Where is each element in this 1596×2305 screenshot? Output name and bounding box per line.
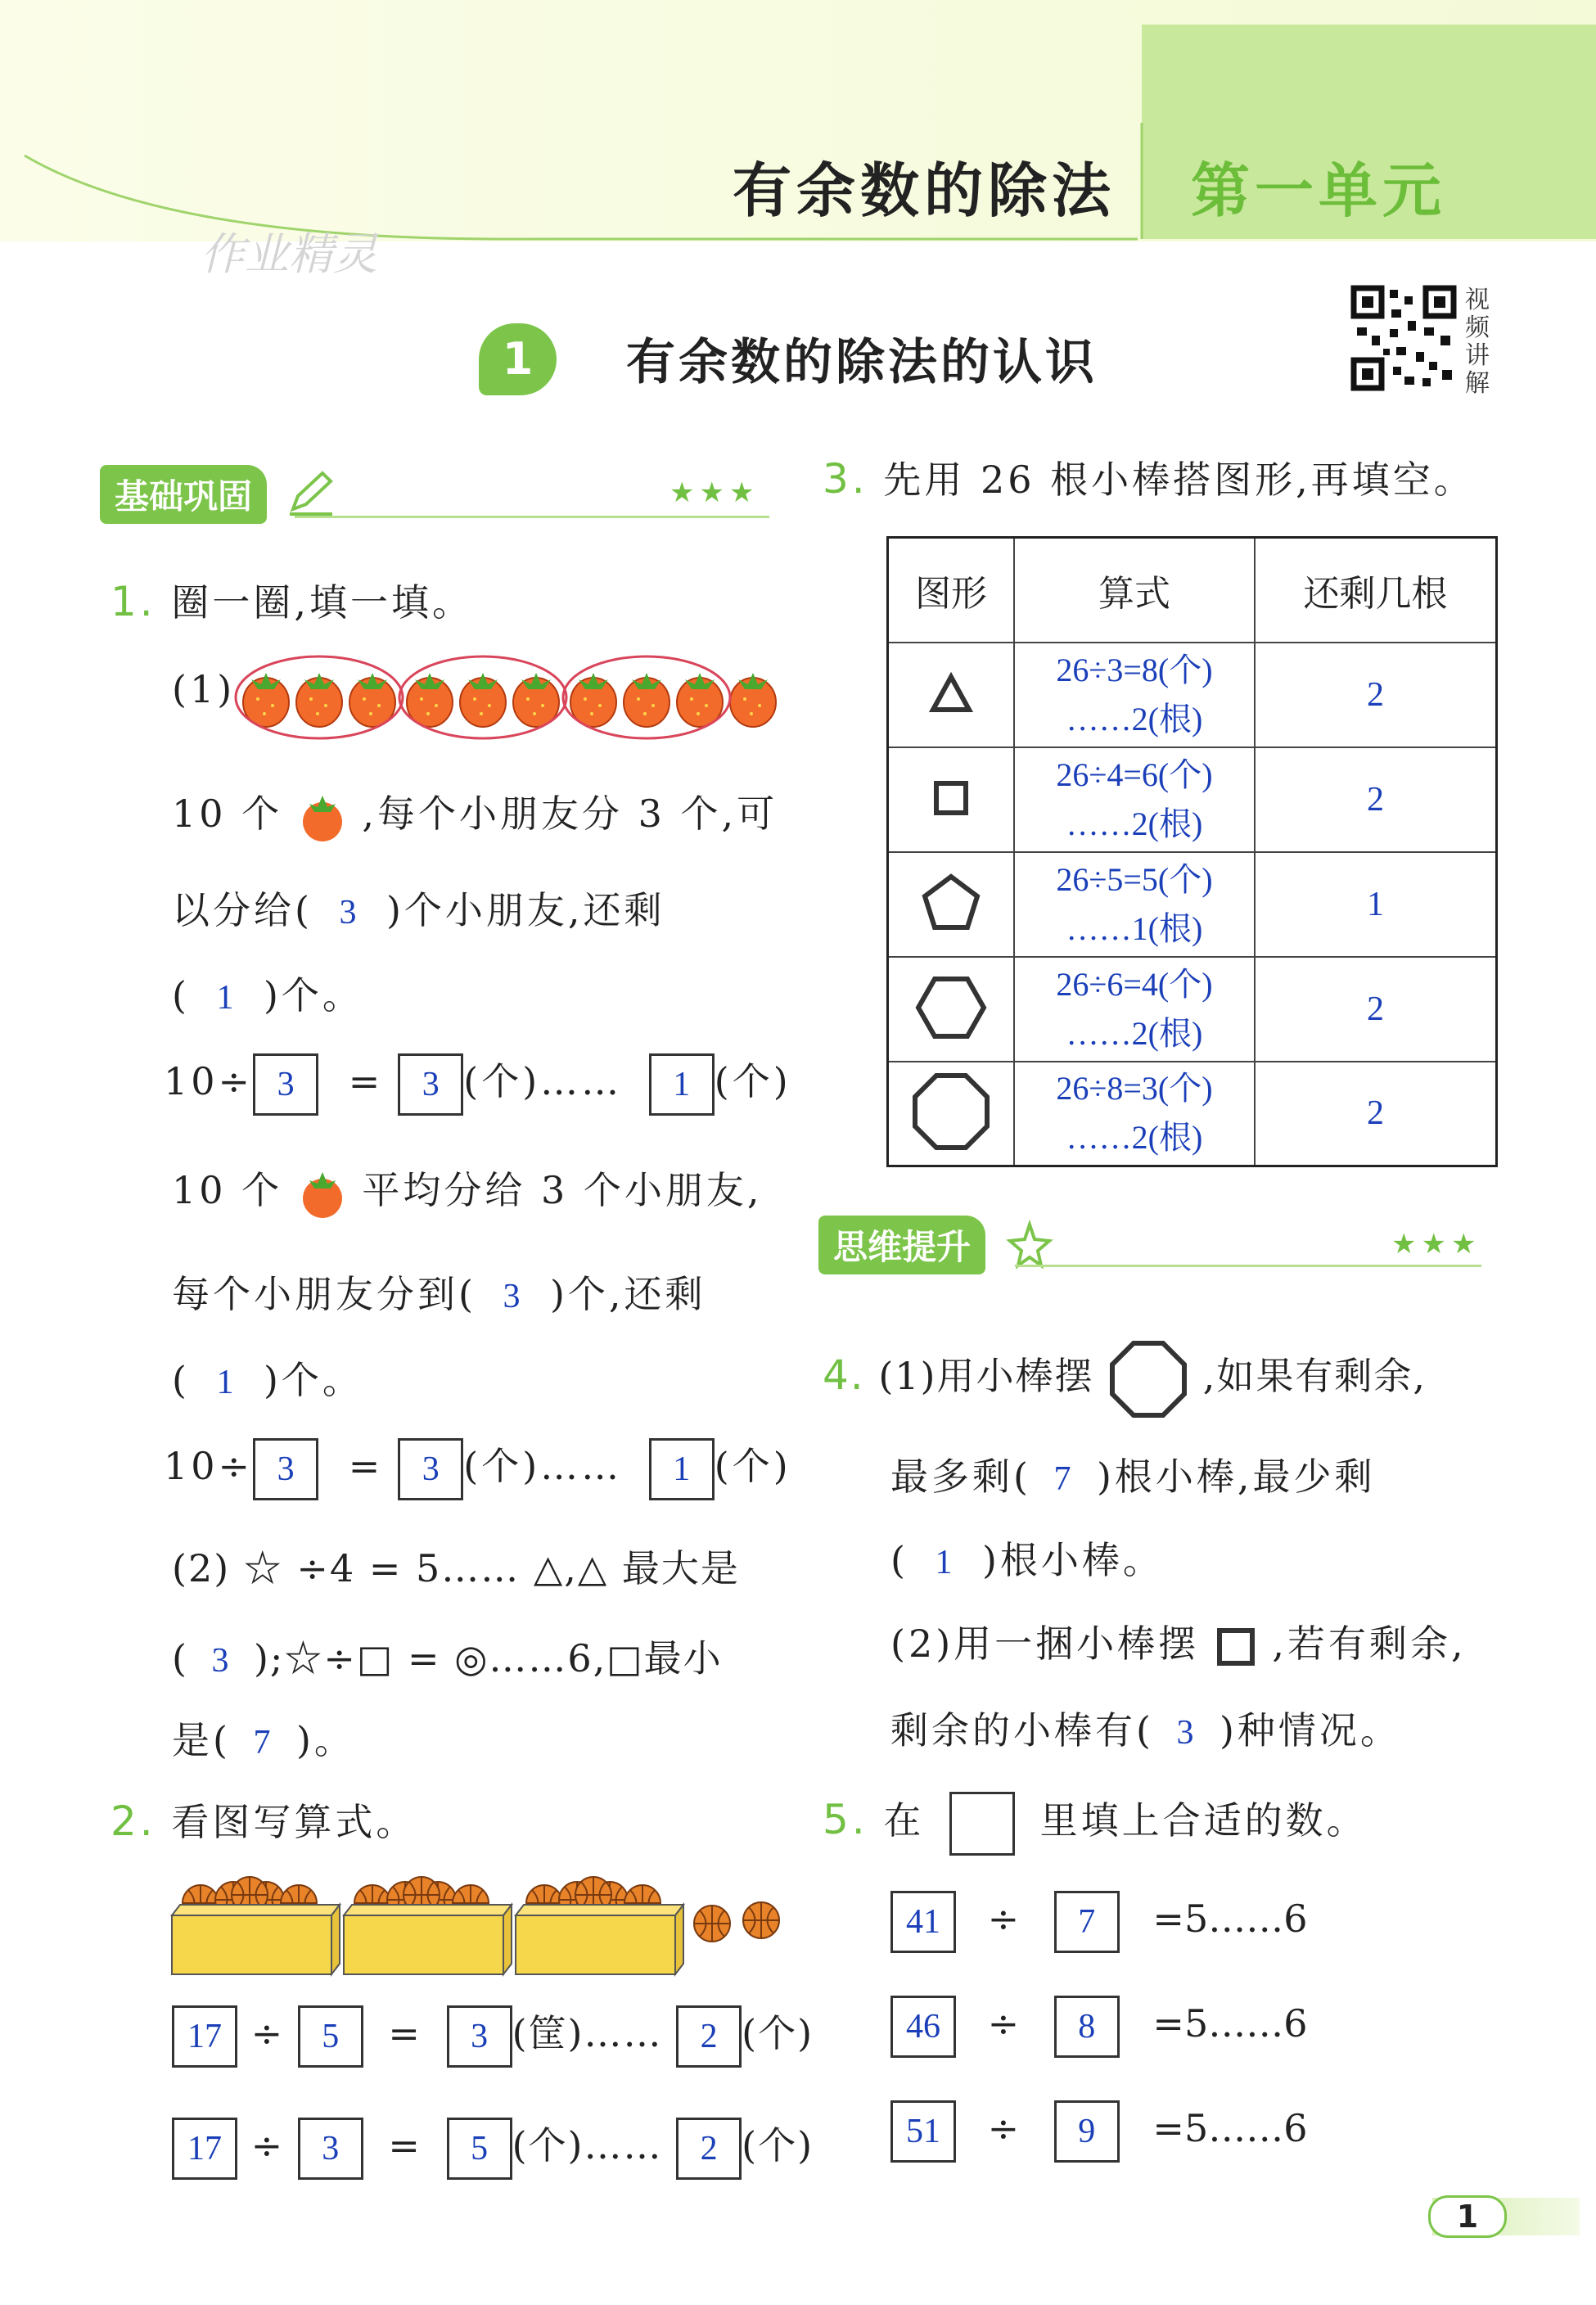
q5-title: [823, 1791, 1368, 1856]
q1-text: )。: [295, 1718, 355, 1762]
q2-title: [110, 1793, 417, 1847]
q1-part2-line-b: [172, 1629, 723, 1683]
page-number: 1: [1428, 2195, 1507, 2238]
basketball-baskets-illustration: [168, 1874, 790, 1981]
equation-text: (个): [742, 2011, 814, 2055]
answer-value: 3: [503, 1278, 524, 1315]
q1-line-f: [172, 1351, 363, 1405]
answer-box: 3: [398, 1053, 463, 1116]
q4-text: )根小棒,最少剩: [1096, 1455, 1376, 1499]
strawberry-row: [233, 647, 790, 745]
q1-line-d: [172, 1161, 763, 1220]
section-line: [1015, 1265, 1481, 1267]
q2-title-text: 看图写算式。: [171, 1800, 417, 1844]
equation-text: =: [388, 2123, 422, 2167]
answer-value: 3: [339, 894, 360, 931]
q2-number: 2.: [110, 1798, 156, 1845]
difficulty-stars: ★★★: [670, 476, 760, 509]
answer-box: 17: [172, 2005, 237, 2068]
remainder: ……2(根): [1066, 1119, 1203, 1157]
strawberry-icon: [298, 1167, 347, 1220]
q5-row: [890, 1891, 1308, 1953]
qr-label-char: 讲: [1465, 341, 1490, 370]
q5-text: 里填上合适的数。: [1039, 1798, 1368, 1843]
q4-text: (1)用小棒摆: [878, 1354, 1094, 1398]
answer-box: 5: [447, 2118, 512, 2180]
rest-value: 2: [1255, 747, 1497, 852]
q1-line-c: [172, 966, 363, 1020]
q4-line-a: [823, 1338, 1427, 1420]
watermark: 作业精灵: [201, 228, 377, 280]
q1-text: )个。: [263, 973, 363, 1017]
q5-row: [890, 1996, 1308, 2058]
sparkle-star-icon: [1005, 1220, 1054, 1269]
remainder: ……2(根): [1066, 700, 1203, 738]
q1-equation-1: [164, 1052, 791, 1116]
answer-box: 3: [253, 1438, 318, 1500]
table-header: 算式: [1014, 538, 1255, 643]
q4-text: 剩余的小棒有(: [890, 1708, 1154, 1752]
remainder: ……2(根): [1066, 805, 1203, 842]
equation: 26÷8=3(个): [1056, 1070, 1213, 1107]
answer-box: 3: [447, 2005, 512, 2068]
pencil-icon: [286, 468, 336, 517]
q5-text: 在: [883, 1798, 925, 1843]
section-tag-thinking: 思维提升: [818, 1216, 985, 1274]
octagon-shape-icon: [1107, 1338, 1189, 1420]
q1-text: 每个小朋友分到(: [172, 1272, 476, 1316]
q1-line-a: [172, 784, 778, 843]
equation-text: (个)……: [463, 1444, 623, 1488]
qr-code-icon[interactable]: [1350, 285, 1457, 391]
strawberry-icon: [298, 791, 347, 843]
q4-text: 最多剩(: [890, 1455, 1031, 1499]
answer-box: 3: [398, 1438, 463, 1500]
operator: ÷: [987, 1897, 1023, 1941]
q1-text: (: [172, 1358, 190, 1402]
rest-value: 1: [1255, 852, 1497, 957]
equation-text: =: [348, 1444, 384, 1488]
q3-title: [823, 450, 1475, 504]
rest-value: 2: [1255, 643, 1497, 747]
answer-box: 17: [172, 2118, 237, 2180]
equation: 26÷3=8(个): [1056, 651, 1213, 688]
equation: 26÷6=4(个): [1056, 965, 1213, 1003]
table-row: [888, 747, 1497, 852]
q4-text: (: [890, 1538, 908, 1582]
q1-text: 10 个: [172, 1168, 283, 1212]
q4-text: ,如果有剩余,: [1202, 1354, 1427, 1398]
table-row: [888, 957, 1497, 1062]
operator: ÷: [987, 2106, 1023, 2150]
remainder: ……1(根): [1066, 909, 1203, 947]
table-header: 图形: [888, 538, 1015, 643]
answer-box: 8: [1054, 1996, 1120, 2058]
answer-box: 51: [890, 2100, 956, 2163]
q1-text: 平均分给 3 个小朋友,: [362, 1168, 763, 1212]
hexagon-shape-icon: [888, 957, 1015, 1062]
qr-label-char: 频: [1465, 313, 1490, 342]
q3-table: [886, 536, 1498, 1167]
q4-text: (2)用一捆小棒摆: [890, 1622, 1200, 1666]
q1-text: 是(: [172, 1718, 231, 1762]
result: =5……6: [1152, 1897, 1308, 1941]
equation-text: ÷: [250, 2011, 285, 2055]
qr-label-char: 解: [1465, 369, 1490, 398]
equation-text: ÷: [250, 2123, 285, 2167]
q1-equation-2: [164, 1437, 791, 1500]
header-title: 有余数的除法: [733, 156, 1116, 225]
equation-text: (筐)……: [512, 2011, 663, 2055]
table-row: [888, 1062, 1497, 1166]
square-shape-icon: [888, 747, 1015, 852]
q1-text: )个,还剩: [549, 1272, 706, 1316]
blank-box-icon: [949, 1792, 1015, 1856]
equation: 26÷4=6(个): [1056, 756, 1213, 793]
equation-text: 10÷: [164, 1059, 254, 1103]
answer-value: 1: [216, 979, 237, 1017]
q3-title-text: 先用 26 根小棒搭图形,再填空。: [883, 458, 1475, 502]
q4-text: ,若有剩余,: [1272, 1622, 1467, 1666]
qr-label-char: 视: [1465, 286, 1490, 314]
answer-box: 2: [676, 2005, 742, 2068]
triangle-shape-icon: [888, 643, 1015, 747]
q4-line-e: [890, 1701, 1401, 1755]
lesson-title: 有余数的除法的认识: [626, 334, 1098, 391]
result: =5……6: [1152, 2106, 1308, 2150]
equation: 26÷5=5(个): [1056, 860, 1213, 898]
section-tag-basic: 基础巩固: [100, 465, 267, 524]
q1-text: ,每个小朋友分 3 个,可: [362, 792, 778, 836]
q4-line-b: [890, 1447, 1376, 1501]
q3-number: 3.: [823, 455, 868, 503]
answer-box: 7: [1054, 1891, 1120, 1953]
q1-title-text: 圈一圈,填一填。: [171, 580, 473, 625]
equation-text: =: [348, 1059, 384, 1103]
answer-box: 2: [676, 2118, 742, 2180]
equation-text: (个): [742, 2123, 814, 2167]
table-row: [888, 852, 1497, 957]
answer-box: 3: [298, 2118, 363, 2180]
q4-line-d: [890, 1614, 1467, 1668]
octagon-shape-icon: [888, 1062, 1015, 1166]
q1-part2-line-c: [172, 1711, 355, 1765]
answer-box: 3: [253, 1053, 318, 1116]
section-line: [295, 516, 769, 518]
q2-equation-1: [172, 2004, 814, 2068]
q1-part1-label: (1): [172, 667, 236, 711]
q4-text: )根小棒。: [981, 1538, 1164, 1582]
q1-part2-line-a: (2) ☆ ÷4 = 5…… △,△ 最大是: [172, 1546, 740, 1590]
q1-line-e: [172, 1265, 706, 1319]
q1-text: 10 个: [172, 792, 283, 836]
equation-text: (个): [714, 1059, 791, 1103]
q1-text: 以分给(: [172, 888, 313, 932]
answer-value: 3: [1176, 1714, 1197, 1752]
q1-title: [110, 573, 473, 627]
answer-value: 1: [216, 1364, 237, 1401]
answer-value: 7: [253, 1724, 274, 1761]
q1-line-b: [172, 881, 665, 935]
q4-line-c: [890, 1531, 1164, 1585]
answer-value: 1: [935, 1544, 956, 1581]
q1-text: (: [172, 973, 190, 1017]
answer-box: 1: [649, 1438, 715, 1500]
pentagon-shape-icon: [888, 852, 1015, 957]
qr-label: [1465, 286, 1495, 398]
answer-box: 41: [890, 1891, 956, 1953]
q4-number: 4.: [823, 1351, 865, 1399]
square-shape-icon: [1215, 1626, 1257, 1668]
q1-text: )个小朋友,还剩: [385, 888, 665, 932]
equation-text: (个)……: [463, 1059, 623, 1103]
q1-number: 1.: [110, 578, 156, 625]
lesson-number: 1: [502, 333, 534, 385]
q4-text: )种情况。: [1219, 1708, 1401, 1752]
remainder: ……2(根): [1066, 1014, 1203, 1052]
q1-text: );☆÷□ = ◎……6,□最小: [253, 1636, 723, 1680]
q5-number: 5.: [823, 1796, 868, 1843]
equation-text: (个): [714, 1444, 791, 1488]
rest-value: 2: [1255, 1062, 1497, 1166]
result: =5……6: [1152, 2001, 1308, 2046]
operator: ÷: [987, 2001, 1023, 2046]
answer-value: 3: [211, 1642, 231, 1680]
lesson-number-badge: [479, 323, 557, 395]
q1-text: (: [172, 1636, 188, 1680]
answer-box: 9: [1054, 2100, 1120, 2163]
equation-text: (个)……: [512, 2123, 663, 2167]
difficulty-stars: ★★★: [1391, 1228, 1481, 1261]
answer-box: 5: [298, 2005, 363, 2068]
rest-value: 2: [1255, 957, 1497, 1062]
q1-text: )个。: [263, 1358, 363, 1402]
answer-box: 1: [649, 1053, 715, 1116]
q2-equation-2: [172, 2116, 814, 2180]
answer-value: 7: [1053, 1460, 1075, 1498]
table-header: 还剩几根: [1255, 538, 1497, 643]
equation-text: =: [388, 2011, 422, 2055]
equation-text: 10÷: [164, 1444, 254, 1488]
header-unit: 第一单元: [1191, 156, 1447, 225]
answer-box: 46: [890, 1996, 956, 2058]
q5-row: [890, 2100, 1308, 2163]
table-row: [888, 643, 1497, 747]
